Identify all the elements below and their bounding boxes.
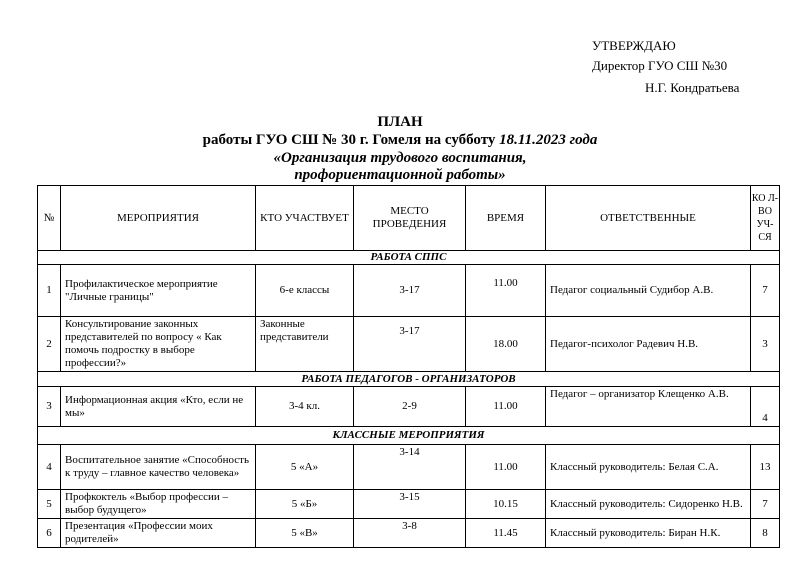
- section-row: [38, 427, 780, 445]
- table-row: [38, 445, 780, 490]
- row-place: 2-9: [354, 387, 466, 427]
- section-title: КЛАССНЫЕ МЕРОПРИЯТИЯ: [38, 427, 780, 445]
- row-number: 6: [38, 519, 61, 548]
- row-responsible: Педагог-психолог Радевич Н.В.: [546, 317, 751, 372]
- plan-title: ПЛАН: [377, 114, 423, 130]
- approval-title: УТВЕРЖДАЮ: [592, 38, 676, 53]
- row-responsible: Классный руководитель: Сидоренко Н.В.: [546, 490, 751, 519]
- row-count: 8: [751, 519, 780, 548]
- table-row: [38, 490, 780, 519]
- row-count: 4: [751, 387, 780, 427]
- row-event: Информационная акция «Кто, если не мы»: [61, 387, 256, 427]
- row-number: 2: [38, 317, 61, 372]
- plan-table: [37, 185, 780, 548]
- row-count: 7: [751, 265, 780, 317]
- row-time: 18.00: [466, 317, 546, 372]
- row-count: 3: [751, 317, 780, 372]
- table-row: [38, 387, 780, 427]
- row-who: 5 «В»: [256, 519, 354, 548]
- section-row: [38, 251, 780, 265]
- subtitle-date: 18.11.2023 года: [499, 132, 598, 148]
- subtitle-text: работы ГУО СШ № 30 г. Гомеля на субботу: [202, 132, 500, 148]
- row-event: Профкоктель «Выбор профессии – выбор будущего»: [61, 490, 256, 519]
- approval-position: Директор ГУО СШ №30: [592, 58, 728, 73]
- row-responsible: Педагог – организатор Клещенко А.В.: [546, 387, 751, 427]
- row-responsible: Педагог социальный Судибор А.В.: [546, 265, 751, 317]
- row-time: 11.00: [466, 265, 546, 317]
- row-count: 13: [751, 445, 780, 490]
- row-who: 3-4 кл.: [256, 387, 354, 427]
- row-place: 3-14: [354, 445, 466, 490]
- row-who: Законные представители: [256, 317, 354, 372]
- section-title: РАБОТА СППС: [38, 251, 780, 265]
- row-count: 7: [751, 490, 780, 519]
- section-title: РАБОТА ПЕДАГОГОВ - ОРГАНИЗАТОРОВ: [38, 372, 780, 387]
- row-responsible: Классный руководитель: Белая С.А.: [546, 445, 751, 490]
- row-time: 11.00: [466, 387, 546, 427]
- header-place: МЕСТО ПРОВЕДЕНИЯ: [354, 186, 466, 251]
- plan-topic-2: профориентационной работы»: [294, 167, 506, 183]
- table-row: [38, 265, 780, 317]
- row-place: 3-17: [354, 317, 466, 372]
- row-event: Презентация «Профессии моих родителей»: [61, 519, 256, 548]
- header-count: КО Л- ВО УЧ- СЯ: [751, 186, 780, 251]
- plan-topic-1: «Организация трудового воспитания,: [273, 150, 527, 166]
- row-event: Воспитательное занятие «Способность к труду – главное качество человека»: [61, 445, 256, 490]
- row-time: 11.00: [466, 445, 546, 490]
- header-row: [38, 186, 780, 251]
- header-responsible: ОТВЕТСТВЕННЫЕ: [546, 186, 751, 251]
- header-number: №: [38, 186, 61, 251]
- row-place: 3-17: [354, 265, 466, 317]
- row-time: 11.45: [466, 519, 546, 548]
- row-responsible: Классный руководитель: Биран Н.К.: [546, 519, 751, 548]
- plan-subtitle: [0, 132, 800, 149]
- row-event: Консультирование законных представителей по вопросу « Как помочь подростку в выборе профессии?»: [61, 317, 256, 372]
- row-number: 4: [38, 445, 61, 490]
- row-who: 6-е классы: [256, 265, 354, 317]
- row-number: 5: [38, 490, 61, 519]
- header-event: МЕРОПРИЯТИЯ: [61, 186, 256, 251]
- header-who: КТО УЧАСТВУЕТ: [256, 186, 354, 251]
- row-time: 10.15: [466, 490, 546, 519]
- row-who: 5 «А»: [256, 445, 354, 490]
- approval-name: Н.Г. Кондратьева: [645, 80, 740, 95]
- row-number: 1: [38, 265, 61, 317]
- row-place: 3-15: [354, 490, 466, 519]
- row-place: 3-8: [354, 519, 466, 548]
- table-row: [38, 519, 780, 548]
- header-time: ВРЕМЯ: [466, 186, 546, 251]
- row-number: 3: [38, 387, 61, 427]
- section-row: [38, 372, 780, 387]
- table-row: [38, 317, 780, 372]
- row-event: Профилактическое мероприятие "Личные границы": [61, 265, 256, 317]
- row-who: 5 «Б»: [256, 490, 354, 519]
